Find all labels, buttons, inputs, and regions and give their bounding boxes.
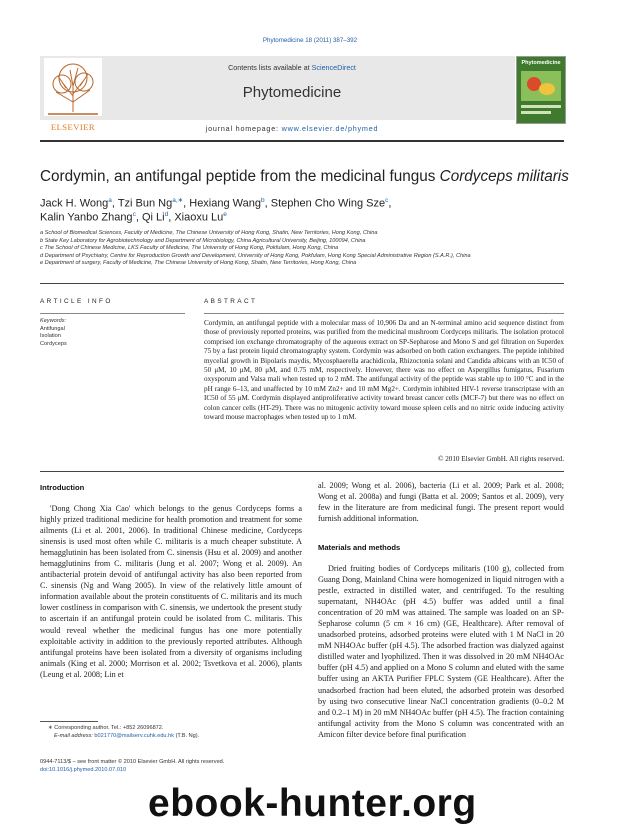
affiliations xyxy=(40,230,580,268)
author-affiliation-ref[interactable]: b xyxy=(261,197,265,204)
author-affiliation-ref[interactable]: d xyxy=(164,211,169,218)
homepage-link[interactable]: www.elsevier.de/phymed xyxy=(281,124,379,133)
journal-reference[interactable]: Phytomedicine 18 (2011) 387–392 xyxy=(262,37,358,44)
keyword: Isolation xyxy=(40,333,61,340)
author-affiliation-ref[interactable]: a xyxy=(108,197,112,204)
title-species: Cordyceps militaris xyxy=(439,168,569,185)
author-name: Hexiang Wang xyxy=(189,197,261,210)
author-affiliation-ref[interactable]: a,∗ xyxy=(172,197,184,204)
email-link[interactable]: b021770@mailserv.cuhk.edu.hk xyxy=(94,732,175,739)
author-name: Xiaoxu Lu xyxy=(174,211,224,224)
intro-heading: Introduction xyxy=(40,483,85,492)
keyword: Antifungal xyxy=(40,325,65,332)
abstract-text: Cordymin, an antifungal peptide with a molecular mass of 10,906 Da and an N-terminal amino acid sequence distinct from those of previously reported proteins, was purified from the medicinal mushroom Cordyceps militaris. The isolation protocol comprised ion exchange chromatography of the aqueous extract on SP-Sepharose and Mono S and gel filtration on Superdex 75 by a fast protein liquid chromatography system. Cordymin was adsorbed on both cation exchangers. The peptide inhibited mycelial growth in Bipolaris maydis, Mycosphaerella arachidicola, Rhizoctonia solani and Candida albicans with an IC50 of 50 μM, 10 μM, 80 μM, and 0.75 mM, respectively. However, there was no effect on Aspergillus fumigatus, Fusarium oxysporum and Valsa mali when tested up to 2 mM. The antifungal activity of the peptide was stable up to 100 °C and in the pH range 6–13, and unaffected by 10 mM Zn2+ and 10 mM Mg2+. Cordymin inhibited HIV-1 reverse transcriptase with an IC50 of 55 μM. Cordymin displayed antiproliferative activity toward breast cancer cells (MCF-7) but there was no effect on colon cancer cells (HT-29). There was no mitogenic activity toward mouse spleen cells and no nitric oxide inducing activity toward mouse macrophages when tested up to 1 mM. xyxy=(204,319,564,422)
elsevier-tree-icon xyxy=(40,56,106,122)
keywords-block xyxy=(40,318,185,348)
journal-name: Phytomedicine xyxy=(242,84,342,101)
front-matter xyxy=(40,759,340,774)
article-title xyxy=(40,168,580,186)
elsevier-logo xyxy=(40,56,106,132)
author-affiliation-ref[interactable]: e xyxy=(223,211,227,218)
affiliation: d Department of Psychiatry, Centre for Reproduction Growth and Development, University of Hong Kong, Pokfulam, Hong Kong Special Administrative Region (S.A.R.), China xyxy=(40,252,471,259)
journal-cover xyxy=(516,56,566,124)
contents-prefix: Contents lists available at xyxy=(228,63,312,72)
intro-continued xyxy=(318,480,564,526)
author-name: Qi Li xyxy=(141,211,165,224)
keywords-label: Keywords: xyxy=(40,318,67,324)
authors-line-2: Kalin Yanbo Zhang$^c$, Qi Li$^d$, Xiaoxu Lu$^e$ xyxy=(40,211,227,224)
cover-title: Phytomedicine xyxy=(521,60,561,66)
sciencedirect-link[interactable]: ScienceDirect xyxy=(311,63,356,72)
authors-line-1: Jack H. Wong$^a$, Tzi Bun $Ng^{a,∗}$, Hexiang Wang$^b$, Stephen Cho Wing Sze$^c$, xyxy=(40,197,392,210)
author-name: Jack H. Wong xyxy=(40,197,109,210)
doi-link[interactable]: doi:10.1016/j.phymed.2010.07.010 xyxy=(40,766,127,773)
homepage-line xyxy=(110,124,474,133)
affiliation: c The School of Chinese Medicine, LKS Faculty of Medicine, The University of Hong Kong, Pokfulam, Hong Kong, China xyxy=(40,245,339,252)
watermark-text: ebook-hunter.org xyxy=(148,782,477,825)
keyword: Cordyceps xyxy=(40,340,67,347)
affiliation: a School of Biomedical Sciences, Faculty of Medicine, The Chinese University of Hong Kong, Shatin, New Territories, Hong Kong, China xyxy=(40,230,378,236)
author-affiliation-ref[interactable]: c xyxy=(132,211,136,218)
methods-paragraph: Dried fruiting bodies of Cordyceps militaris (100 g), collected from Guang Dong, Mainland China were homogenized in liquid nitrogen with a pestle, extracted in distilled water, and centrifuged. To the resulting supernatant, NH4OAc (pH 4.5) buffer was added until a final concentration of 20 mM was attained. The sample was loaded on an SP-Sepharose column (5 cm × 16 cm) (GE, Healthcare). After removal of unadsorbed proteins, adsorbed proteins were eluted with 1 M NaCl in 20 mM NH4OAc buffer (pH 4.5). The adsorbed fraction was dialyzed against distilled water and lyophilized. Then it was dissolved in 20 mM NH4OAc buffer (pH 4.5) and applied on a Mono S column and eluted with the same buffer using an AKTA Purifier FPLC System (GE Healthcare). After the unadsorbed fraction had been eluted, the adsorbed protein was desorbed by using two consecutive linear NaCl concentration gradients (0–0.2 M and 0.2–1 M) in 20 mM NH4OAc buffer (pH 4.5). The fraction containing antifungal activity from the Mono S column was concentrated with an Amicon filter device before final purification xyxy=(318,564,564,739)
author-affiliation-ref[interactable]: c xyxy=(385,197,389,204)
intro-text xyxy=(40,503,302,708)
author-name: Stephen Cho Wing Sze xyxy=(270,197,386,210)
title-main: Cordymin, an antifungal peptide from the medicinal fungus xyxy=(40,168,440,185)
contents-line xyxy=(110,63,474,72)
intro-paragraph: 'Dong Chong Xia Cao' which belongs to the genus Cordyceps forms a highly prized traditional medicine for health promotion and treatment for some ailments (Li et al. 2001, 2006). In traditional Chinese medicine, Cordyceps sinensis is used most often while C. militaris is a much cheaper substitute. A hemagglutinin has been isolated from C. sinensis (Hsu et al. 2009) and another hemagglutinins from C. militaris (Jung et al. 2007; Wong et al. 2009). An antibacterial protein devoid of antifungal activity has also been reported from C. sinensis (Ng and Wang 2005). In view of the relatively little amount of information available about the protein constituents of C. militaris and its much lower costliness in comparison with C. sinensis, we undertook the present study to ascertain if an antifungal protein could be isolated from C. militaris. This would reveal whether the medicinal fungus has one more potentially exploitable activity in addition to the previously reported attributes. Although antifungal proteins have been isolated from a diversity of organisms including animals (King et al. 2000; Morrison et al. 2002; Tsvetkova et al. 2006), plants (Leung et al. 2008; Lin et xyxy=(40,504,302,679)
corresponding-author: ∗ Corresponding author. Tel.: +852 26096872. xyxy=(48,725,164,731)
affiliation: b State Key Laboratory for Agrobiotechnology and Department of Microbiology, China Agricultural University, Beijing, 100094, China xyxy=(40,237,366,244)
homepage-prefix: journal homepage: xyxy=(205,124,282,133)
intro-continued-paragraph: al. 2009; Wong et al. 2006), bacteria (Li et al. 2009; Park et al. 2008; Wong et al. 2008a) and fungi (Batta et al. 2009; Santos et al. 2009), very few in the literature are from medicinal fungi. The present report would furnish additional information. xyxy=(318,481,564,524)
methods-text xyxy=(318,563,564,759)
email-label: E-mail address: xyxy=(54,732,95,739)
email-suffix: (T.B. Ng). xyxy=(174,732,200,739)
methods-heading: Materials and methods xyxy=(318,543,401,552)
footnote-block xyxy=(40,725,302,740)
elsevier-wordmark: ELSEVIER xyxy=(50,122,96,132)
abstract-heading: ABSTRACT xyxy=(204,298,258,305)
affiliation: e Department of surgery, Faculty of Medicine, The Chinese University of Hong Kong, Shatin, New Territories, Hong Kong, China xyxy=(40,260,357,267)
author-name: Tzi Bun Ng xyxy=(117,197,173,210)
issn-line: 0944-7113/$ – see front matter © 2010 Elsevier GmbH. All rights reserved. xyxy=(40,759,225,765)
author-name: Kalin Yanbo Zhang xyxy=(40,211,133,224)
abstract-copyright: © 2010 Elsevier GmbH. All rights reserved. xyxy=(438,455,564,463)
article-info-heading: ARTICLE INFO xyxy=(40,298,113,305)
